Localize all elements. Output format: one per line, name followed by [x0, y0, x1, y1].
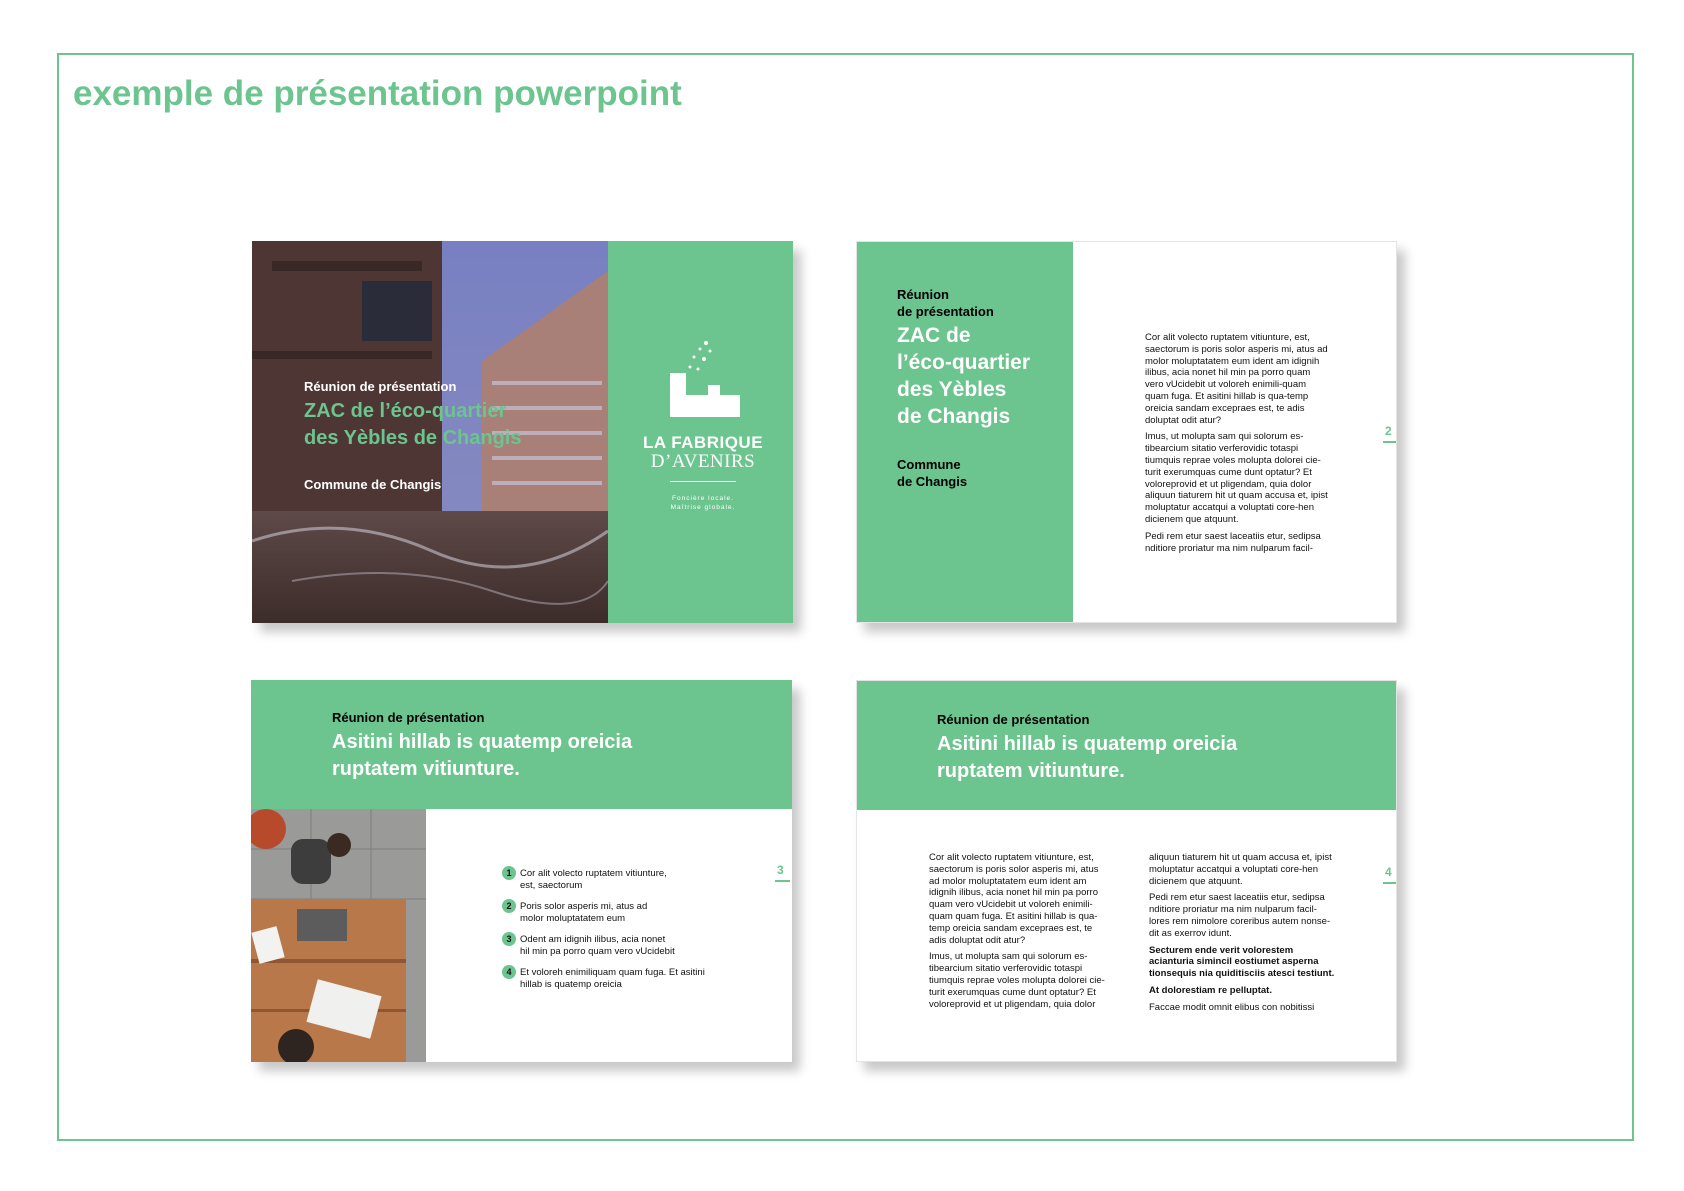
list-item: 2 Poris solor asperis mi, atus ad molor moluptatatem eum	[502, 901, 752, 924]
slide4-body-col1: Cor alit volecto ruptatem vitiunture, est, saectorum is poris solor asperis mi, atus ad molor moluptatatem eum ident am idignih ilibus, acia nonet hil min pa porro quam vero vUcidebit ut voloreh enimili-quam quam fuga. Et asitini hillab is qua-temp oreicia sandam excepraes est, te adis doluptat odit atur? Imus, ut molupta sam qui solorum es-tibearcium sitatio verferovidic totaspi tiumquis reprae voles molupta dolorei cie-turit exerumquas cume dunt optatur? Et voloreprovid et ut pligendam, quia dolor	[929, 852, 1105, 1010]
slide-2-thumbnail[interactable]	[856, 241, 1397, 623]
list-item: 3 Odent am idignih ilibus, acia nonet hil min pa porro quam vero vUcidebit	[502, 934, 752, 957]
logo-divider	[670, 481, 736, 482]
list-item: 4 Et voloreh enimiliquam quam fuga. Et asitini hillab is quatemp oreicia	[502, 967, 752, 990]
slide3-page-number: 3	[777, 863, 784, 877]
factory-logo-icon	[666, 339, 740, 419]
slide2-kicker: Réunion de présentation	[897, 287, 994, 319]
slide4-page-rule	[1383, 882, 1397, 884]
logo-tagline: Foncière locale. Maîtrise globale.	[670, 495, 736, 511]
slide2-title: ZAC de l’éco-quartier des Yèbles de Changis	[897, 324, 1031, 428]
slide3-title: Asitini hillab is quatemp oreicia ruptatem vitiunture.	[332, 731, 633, 780]
list-item: 1 Cor alit volecto ruptatem vitiunture, est, saectorum	[502, 868, 752, 891]
cover-green-panel	[608, 241, 793, 623]
office-photo	[251, 809, 426, 1062]
page-title: exemple de présentation powerpoint	[73, 74, 682, 113]
slide2-page-rule	[1383, 441, 1397, 443]
cover-subtitle: Commune de Changis	[304, 477, 442, 492]
cover-title: ZAC de l’éco-quartier des Yèbles de Changis	[304, 400, 522, 449]
cover-kicker: Réunion de présentation	[304, 379, 457, 394]
slide-1-thumbnail[interactable]	[252, 241, 793, 623]
slide4-page-number: 4	[1385, 865, 1392, 879]
slide4-title: Asitini hillab is quatemp oreicia ruptatem vitiunture.	[937, 733, 1238, 782]
slide2-body: Cor alit volecto ruptatem vitiunture, est, saectorum is poris solor asperis mi, atus ad molor moluptatatem eum ident am idignih ilibus, acia nonet hil min pa porro quam vero vUcidebit ut voloreh enimili-quam quam fuga. Et asitini hillab is qua-temp oreicia sandam excepraes est, te adis doluptat odit atur? Imus, ut molupta sam qui solorum es-tibearcium sitatio verferovidic totaspi tiumquis reprae voles molupta dolorei cie-turit exerumquas cume dunt optatur? Et voloreprovid et ut pligendam, quia dolor aliquun tiaturem hit ut quam accusa et, ipist moluptatur accatqui a voluptati core-hen dicienem que atquunt. Pedi rem etur saest laceatiis etur, sedipsa nditiore proriatur ma nim nulparum facil-	[1145, 332, 1328, 554]
slide3-page-rule	[775, 880, 790, 882]
logo-line2: D’AVENIRS	[650, 451, 756, 472]
slide4-body-col2: aliquun tiaturem hit ut quam accusa et, ipist moluptatur accatqui a voluptati core-hen dicienem que atquunt. Pedi rem etur saest laceatiis etur, sedipsa nditiore proriatur ma nim nulparum facil-lores rem nimolore coreribus autem nonse-dit as exerrov idunt. Secturem ende verit volorestem acianturia simincil eostiumet asperna tionsequis nia quiditisciis atesci testiunt. At dolorestiam re pelluptat. Faccae modit omnit elibus con nobitissi	[1149, 852, 1335, 1013]
slide-4-thumbnail[interactable]	[856, 680, 1397, 1062]
slide-3-thumbnail[interactable]	[251, 680, 792, 1062]
slide2-subtitle: Commune de Changis	[897, 457, 968, 489]
slide3-bullet-list	[502, 868, 752, 1000]
slide2-page-number: 2	[1385, 424, 1392, 438]
slide4-kicker: Réunion de présentation	[937, 712, 1090, 727]
logo-line1: LA FABRIQUE	[642, 433, 764, 452]
slide3-kicker: Réunion de présentation	[332, 710, 485, 725]
